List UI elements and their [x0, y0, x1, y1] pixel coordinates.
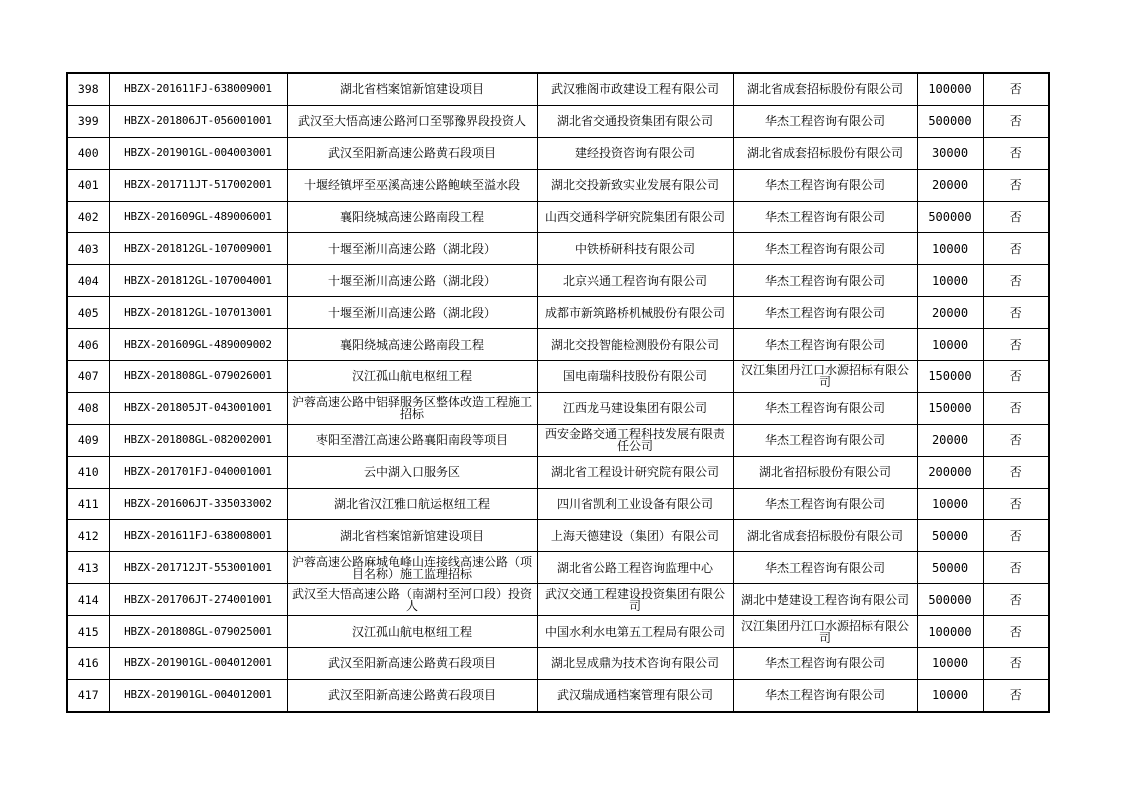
table-row [67, 265, 1049, 297]
table-row [67, 329, 1049, 361]
project-name-cell: 十堰至淅川高速公路（湖北段） [287, 297, 537, 329]
project-code-cell: HBZX-201808GL-079025001 [109, 616, 287, 648]
amount-cell: 10000 [917, 648, 983, 680]
company-cell: 湖北昱成鼎为技术咨询有限公司 [537, 648, 733, 680]
company-cell: 湖北省公路工程咨询监理中心 [537, 552, 733, 584]
flag-cell: 否 [983, 679, 1049, 711]
amount-cell: 10000 [917, 265, 983, 297]
table-row [67, 456, 1049, 488]
company-cell: 成都市新筑路桥机械股份有限公司 [537, 297, 733, 329]
flag-cell: 否 [983, 265, 1049, 297]
company-cell: 中国水利水电第五工程局有限公司 [537, 616, 733, 648]
row-number-cell: 399 [67, 105, 109, 137]
project-code-cell: HBZX-201812GL-107004001 [109, 265, 287, 297]
agency-cell: 华杰工程咨询有限公司 [733, 169, 917, 201]
flag-cell: 否 [983, 488, 1049, 520]
row-number-cell: 415 [67, 616, 109, 648]
row-number-cell: 410 [67, 456, 109, 488]
agency-cell: 华杰工程咨询有限公司 [733, 233, 917, 265]
flag-cell: 否 [983, 73, 1049, 105]
row-number-cell: 405 [67, 297, 109, 329]
row-number-cell: 400 [67, 137, 109, 169]
row-number-cell: 401 [67, 169, 109, 201]
project-code-cell: HBZX-201611FJ-638009001 [109, 73, 287, 105]
table-row [67, 552, 1049, 584]
company-cell: 四川省凯利工业设备有限公司 [537, 488, 733, 520]
agency-cell: 华杰工程咨询有限公司 [733, 105, 917, 137]
flag-cell: 否 [983, 361, 1049, 393]
row-number-cell: 412 [67, 520, 109, 552]
agency-cell: 华杰工程咨询有限公司 [733, 424, 917, 456]
project-name-cell: 十堰至淅川高速公路（湖北段） [287, 265, 537, 297]
project-name-cell: 湖北省汉江雅口航运枢纽工程 [287, 488, 537, 520]
project-code-cell: HBZX-201901GL-004003001 [109, 137, 287, 169]
amount-cell: 20000 [917, 424, 983, 456]
amount-cell: 100000 [917, 616, 983, 648]
agency-cell: 湖北省成套招标股份有限公司 [733, 520, 917, 552]
project-name-cell: 武汉至大悟高速公路（南湖村至河口段）投资人 [287, 584, 537, 616]
company-cell: 中铁桥研科技有限公司 [537, 233, 733, 265]
flag-cell: 否 [983, 520, 1049, 552]
table-row [67, 616, 1049, 648]
table-row [67, 73, 1049, 105]
table-row [67, 201, 1049, 233]
row-number-cell: 411 [67, 488, 109, 520]
amount-cell: 10000 [917, 233, 983, 265]
row-number-cell: 417 [67, 679, 109, 711]
agency-cell: 华杰工程咨询有限公司 [733, 297, 917, 329]
project-name-cell: 武汉至阳新高速公路黄石段项目 [287, 137, 537, 169]
agency-cell: 华杰工程咨询有限公司 [733, 392, 917, 424]
row-number-cell: 406 [67, 329, 109, 361]
amount-cell: 500000 [917, 105, 983, 137]
amount-cell: 20000 [917, 169, 983, 201]
amount-cell: 50000 [917, 552, 983, 584]
project-code-cell: HBZX-201711JT-517002001 [109, 169, 287, 201]
project-name-cell: 云中湖入口服务区 [287, 456, 537, 488]
row-number-cell: 413 [67, 552, 109, 584]
project-name-cell: 十堰至淅川高速公路（湖北段） [287, 233, 537, 265]
table-row [67, 424, 1049, 456]
project-code-cell: HBZX-201901GL-004012001 [109, 679, 287, 711]
project-code-cell: HBZX-201808GL-079026001 [109, 361, 287, 393]
company-cell: 湖北省工程设计研究院有限公司 [537, 456, 733, 488]
agency-cell: 湖北中楚建设工程咨询有限公司 [733, 584, 917, 616]
amount-cell: 30000 [917, 137, 983, 169]
agency-cell: 华杰工程咨询有限公司 [733, 329, 917, 361]
company-cell: 武汉雅阁市政建设工程有限公司 [537, 73, 733, 105]
company-cell: 武汉交通工程建设投资集团有限公司 [537, 584, 733, 616]
row-number-cell: 398 [67, 73, 109, 105]
company-cell: 建经投资咨询有限公司 [537, 137, 733, 169]
amount-cell: 100000 [917, 73, 983, 105]
amount-cell: 500000 [917, 201, 983, 233]
table-row [67, 137, 1049, 169]
agency-cell: 华杰工程咨询有限公司 [733, 201, 917, 233]
agency-cell: 华杰工程咨询有限公司 [733, 648, 917, 680]
amount-cell: 10000 [917, 329, 983, 361]
table-row [67, 392, 1049, 424]
company-cell: 武汉瑞成通档案管理有限公司 [537, 679, 733, 711]
row-number-cell: 408 [67, 392, 109, 424]
company-cell: 北京兴通工程咨询有限公司 [537, 265, 733, 297]
flag-cell: 否 [983, 424, 1049, 456]
amount-cell: 50000 [917, 520, 983, 552]
table-row [67, 233, 1049, 265]
flag-cell: 否 [983, 616, 1049, 648]
flag-cell: 否 [983, 297, 1049, 329]
project-code-cell: HBZX-201706JT-274001001 [109, 584, 287, 616]
flag-cell: 否 [983, 137, 1049, 169]
project-name-cell: 武汉至阳新高速公路黄石段项目 [287, 679, 537, 711]
project-name-cell: 十堰经镇坪至巫溪高速公路鲍峡至溢水段 [287, 169, 537, 201]
project-code-cell: HBZX-201805JT-043001001 [109, 392, 287, 424]
agency-cell: 湖北省成套招标股份有限公司 [733, 137, 917, 169]
data-table [66, 72, 1050, 713]
agency-cell: 湖北省成套招标股份有限公司 [733, 73, 917, 105]
project-code-cell: HBZX-201606JT-335033002 [109, 488, 287, 520]
project-code-cell: HBZX-201812GL-107009001 [109, 233, 287, 265]
table-row [67, 648, 1049, 680]
agency-cell: 华杰工程咨询有限公司 [733, 265, 917, 297]
row-number-cell: 409 [67, 424, 109, 456]
project-name-cell: 沪蓉高速公路麻城龟峰山连接线高速公路（项目名称）施工监理招标 [287, 552, 537, 584]
project-code-cell: HBZX-201609GL-489009002 [109, 329, 287, 361]
table-row [67, 105, 1049, 137]
project-code-cell: HBZX-201712JT-553001001 [109, 552, 287, 584]
agency-cell: 华杰工程咨询有限公司 [733, 552, 917, 584]
amount-cell: 20000 [917, 297, 983, 329]
row-number-cell: 403 [67, 233, 109, 265]
table-body [67, 73, 1049, 712]
agency-cell: 汉江集团丹江口水源招标有限公司 [733, 616, 917, 648]
table-row [67, 169, 1049, 201]
project-code-cell: HBZX-201806JT-056001001 [109, 105, 287, 137]
flag-cell: 否 [983, 392, 1049, 424]
project-name-cell: 汉江孤山航电枢纽工程 [287, 361, 537, 393]
table-row [67, 679, 1049, 711]
row-number-cell: 414 [67, 584, 109, 616]
project-name-cell: 襄阳绕城高速公路南段工程 [287, 201, 537, 233]
flag-cell: 否 [983, 648, 1049, 680]
amount-cell: 10000 [917, 488, 983, 520]
project-name-cell: 枣阳至潜江高速公路襄阳南段等项目 [287, 424, 537, 456]
company-cell: 山西交通科学研究院集团有限公司 [537, 201, 733, 233]
flag-cell: 否 [983, 552, 1049, 584]
flag-cell: 否 [983, 105, 1049, 137]
project-name-cell: 武汉至大悟高速公路河口至鄂豫界段投资人 [287, 105, 537, 137]
flag-cell: 否 [983, 584, 1049, 616]
amount-cell: 150000 [917, 392, 983, 424]
flag-cell: 否 [983, 233, 1049, 265]
project-name-cell: 汉江孤山航电枢纽工程 [287, 616, 537, 648]
company-cell: 上海天德建设（集团）有限公司 [537, 520, 733, 552]
agency-cell: 湖北省招标股份有限公司 [733, 456, 917, 488]
table-row [67, 297, 1049, 329]
amount-cell: 10000 [917, 679, 983, 711]
row-number-cell: 416 [67, 648, 109, 680]
project-name-cell: 沪蓉高速公路中铝驿服务区整体改造工程施工招标 [287, 392, 537, 424]
project-code-cell: HBZX-201808GL-082002001 [109, 424, 287, 456]
table-row [67, 488, 1049, 520]
amount-cell: 150000 [917, 361, 983, 393]
project-name-cell: 湖北省档案馆新馆建设项目 [287, 73, 537, 105]
project-code-cell: HBZX-201901GL-004012001 [109, 648, 287, 680]
table-row [67, 520, 1049, 552]
project-name-cell: 襄阳绕城高速公路南段工程 [287, 329, 537, 361]
flag-cell: 否 [983, 201, 1049, 233]
row-number-cell: 404 [67, 265, 109, 297]
company-cell: 湖北交投智能检测股份有限公司 [537, 329, 733, 361]
row-number-cell: 407 [67, 361, 109, 393]
company-cell: 西安金路交通工程科技发展有限责任公司 [537, 424, 733, 456]
amount-cell: 200000 [917, 456, 983, 488]
company-cell: 国电南瑞科技股份有限公司 [537, 361, 733, 393]
data-table-container [66, 72, 1048, 713]
table-row [67, 361, 1049, 393]
company-cell: 湖北交投新致实业发展有限公司 [537, 169, 733, 201]
agency-cell: 华杰工程咨询有限公司 [733, 679, 917, 711]
row-number-cell: 402 [67, 201, 109, 233]
project-name-cell: 湖北省档案馆新馆建设项目 [287, 520, 537, 552]
company-cell: 江西龙马建设集团有限公司 [537, 392, 733, 424]
project-code-cell: HBZX-201611FJ-638008001 [109, 520, 287, 552]
project-code-cell: HBZX-201609GL-489006001 [109, 201, 287, 233]
flag-cell: 否 [983, 169, 1049, 201]
flag-cell: 否 [983, 456, 1049, 488]
agency-cell: 华杰工程咨询有限公司 [733, 488, 917, 520]
project-code-cell: HBZX-201701FJ-040001001 [109, 456, 287, 488]
company-cell: 湖北省交通投资集团有限公司 [537, 105, 733, 137]
project-name-cell: 武汉至阳新高速公路黄石段项目 [287, 648, 537, 680]
table-row [67, 584, 1049, 616]
amount-cell: 500000 [917, 584, 983, 616]
project-code-cell: HBZX-201812GL-107013001 [109, 297, 287, 329]
agency-cell: 汉江集团丹江口水源招标有限公司 [733, 361, 917, 393]
flag-cell: 否 [983, 329, 1049, 361]
